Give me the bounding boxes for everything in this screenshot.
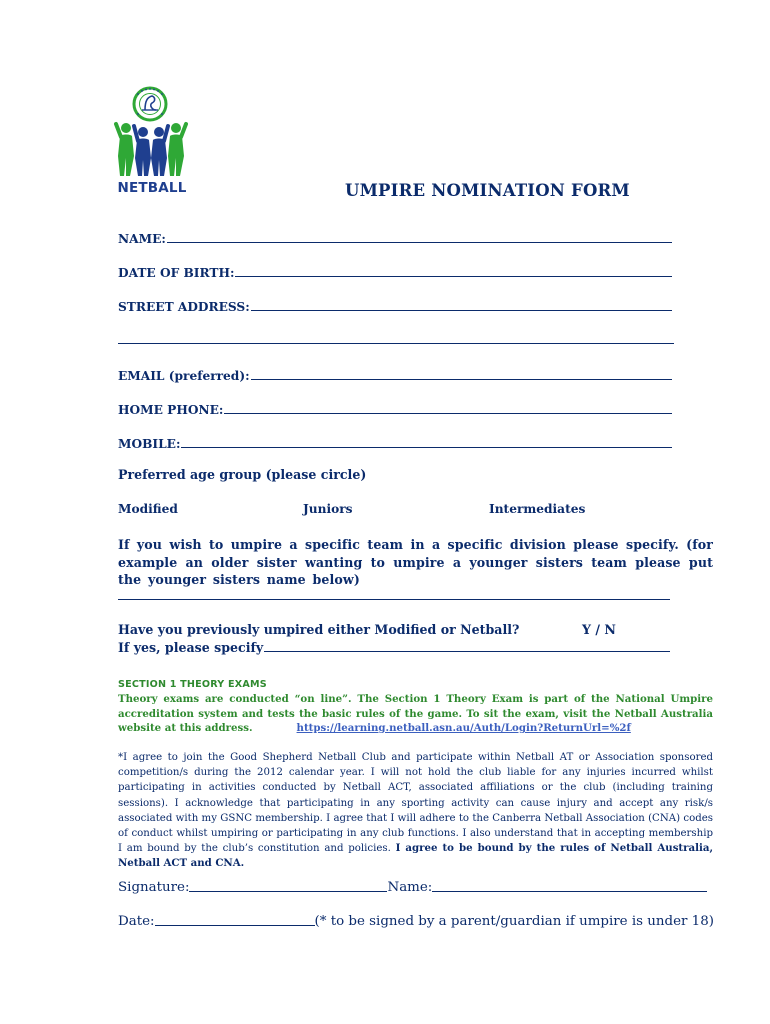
mobile-label: MOBILE: — [118, 437, 181, 451]
agreement-body: *I agree to join the Good Shepherd Netball Club and participate within Netball AT or Association sponsored competition/s during the 2012 calendar year. I will not hold the club liable for any injuries incurred whilst participating in activities conducted by Netball ACT, associated affiliations or the club (including training sessions). I acknowledge that participating in any sporting activity can cause injury and accept any risk/s associated with my GSNC membership. I agree that I will adhere to the Canberra Netball Association (CNA) codes of conduct whilst umpiring or participating in any club functions. I also understand that in accepting membership I am bound by the club’s constitution and policies. — [118, 752, 713, 855]
address-line-2[interactable] — [118, 343, 674, 344]
sig-name-label: Name: — [387, 880, 433, 895]
age-option-juniors[interactable]: Juniors — [303, 502, 353, 516]
date-row — [118, 914, 714, 929]
specify-label: If yes, please specify — [118, 640, 264, 655]
date-line[interactable] — [155, 925, 315, 926]
age-option-intermediates[interactable]: Intermediates — [489, 502, 586, 516]
dob-field[interactable] — [118, 262, 672, 280]
age-group-prompt: Preferred age group (please circle) — [118, 467, 367, 482]
address-label: STREET ADDRESS: — [118, 300, 250, 314]
address-field[interactable] — [118, 296, 672, 314]
specific-team-text: If you wish to umpire a specific team in a specific division please specify. (for example an older sister wanting to umpire a younger sisters team please put the younger sisters name below) — [118, 537, 713, 587]
specify-field[interactable] — [118, 637, 670, 655]
specific-team-line[interactable] — [118, 599, 670, 600]
theory-body: Theory exams are conducted “on line”. The Section 1 Theory Exam is part of the National Umpire accreditation system and tests the basic rules of the game. To sit the exam, visit the Netball Australia website at this address. — [118, 693, 713, 735]
previous-umpired-question: Have you previously umpired either Modified or Netball? — [118, 622, 520, 637]
email-label: EMAIL (preferred): — [118, 369, 250, 383]
agreement-text — [118, 750, 713, 872]
dob-line[interactable] — [235, 276, 672, 277]
theory-heading: SECTION 1 THEORY EXAMS — [118, 679, 267, 690]
logo-wordmark: NETBALL — [117, 180, 187, 196]
home-phone-field[interactable] — [118, 399, 672, 417]
sig-name-line[interactable] — [432, 891, 707, 892]
mobile-line[interactable] — [181, 447, 672, 448]
home-phone-label: HOME PHONE: — [118, 403, 224, 417]
name-label: NAME: — [118, 232, 166, 246]
address-line[interactable] — [251, 310, 672, 311]
signature-line[interactable] — [189, 891, 387, 892]
name-field[interactable] — [118, 228, 672, 246]
home-phone-line[interactable] — [224, 413, 672, 414]
theory-text — [118, 692, 713, 736]
date-label: Date: — [118, 914, 155, 929]
name-line[interactable] — [167, 242, 672, 243]
dob-label: DATE OF BIRTH: — [118, 266, 235, 280]
specify-line[interactable] — [264, 651, 670, 652]
guardian-note: (* to be signed by a parent/guardian if umpire is under 18) — [314, 914, 714, 929]
mobile-field[interactable] — [118, 433, 672, 451]
netball-learning-link[interactable]: https://learning.netball.asn.au/Auth/Login?ReturnUrl=%2f — [296, 722, 631, 735]
form-title: UMPIRE NOMINATION FORM — [345, 181, 630, 200]
signature-row — [118, 880, 707, 895]
agreement-bold: I agree to be bound by the rules of Netball Australia, Netball ACT and CNA. — [118, 842, 713, 870]
age-option-modified[interactable]: Modified — [118, 502, 178, 516]
email-line[interactable] — [251, 379, 672, 380]
email-field[interactable] — [118, 365, 672, 383]
signature-label: Signature: — [118, 880, 190, 895]
yes-no-option[interactable]: Y / N — [582, 622, 616, 637]
club-logo — [112, 84, 192, 202]
netball-figures-icon — [112, 84, 192, 180]
